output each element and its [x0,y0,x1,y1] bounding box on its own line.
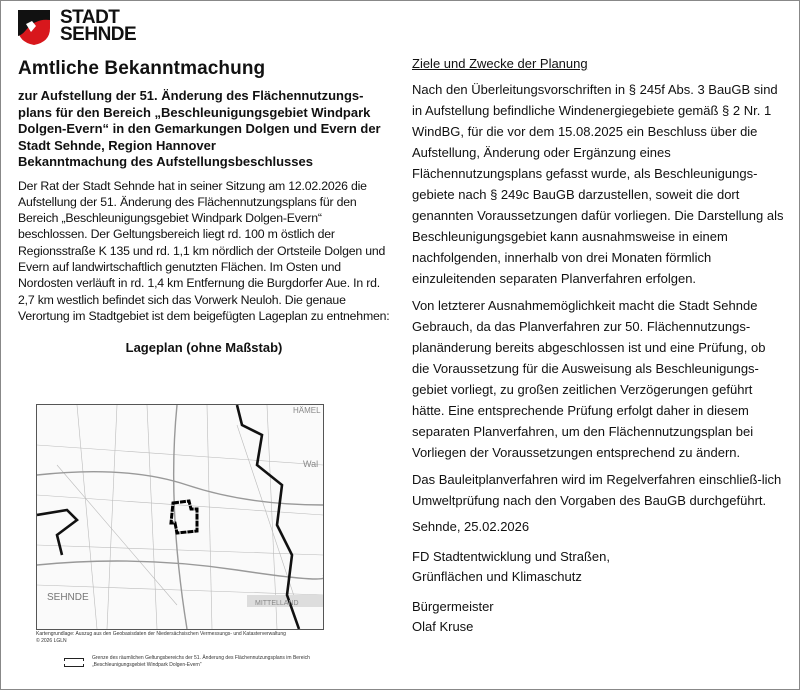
map-source-caption [36,631,336,645]
signatory-name: Olaf Kruse [412,619,474,634]
logo-line-1: STADT [60,7,120,28]
department-line-1: FD Stadtentwicklung und Straßen, [412,549,610,564]
site-map [36,404,324,630]
map-copyright [36,638,336,645]
map-label-sehnde: SEHNDE [47,592,89,603]
boundary-legend-icon [64,658,84,667]
page-title: Amtliche Bekanntmachung [18,58,266,79]
issue-date: Sehnde, 25.02.2026 [412,519,530,534]
paragraph-1: Nach den Überleitungsvorschriften in § 245f Abs. 3 BauGB sind in Aufstellung befindliche Windenergiegebiete gemäß § 2 Nr. 1 WindBG, für die vor dem 15.08.2025 ein Beschluss über die Aufstellung, Änderung oder Ergänzung eines Flächennutzungsplans gefasst wurde, als Beschleunigungs-gebiete nach § 249c BauGB darzustellen, soweit die dort genannten Voraussetzungen dafür vorliegen. Die Darstellung als Beschleunigungsgebiet kann ausnahmsweise in einem nachfolgenden, innerhalb von drei Monaten förmlich einzuleitenden separaten Planverfahren erfolgen. [412,82,784,286]
city-crest-icon [16,8,52,46]
right-column [412,56,784,637]
map-label-canal: MITTELLAND [255,600,299,607]
stadt-sehnde-logo [16,8,146,48]
copyright-year: © 2026 [36,638,53,644]
logo-line-2: SEHNDE [60,24,137,45]
left-column [18,58,390,355]
map-label-wald: Wal [303,459,319,469]
lgln-brand: LGLN [53,638,67,644]
logo-wordmark [60,9,136,43]
municipal-boundary-west [37,510,77,555]
signatory-role: Bürgermeister [412,599,494,614]
section-heading: Ziele und Zwecke der Planung [412,56,588,71]
department-line-2: Grünflächen und Klimaschutz [412,569,582,584]
paragraph-3: Das Bauleitplanverfahren wird im Regelverfahren einschließ-lich Umweltprüfung nach den Vorgaben des BauGB durchgeführt. [412,472,782,508]
map-label-hameler: HÄMEL [293,406,321,415]
site-map-drawing [37,405,323,629]
paragraph-2: Von letzterer Ausnahmemöglichkeit macht die Stadt Sehnde Gebrauch, da das Planverfahren zur 50. Flächennutzungs-planänderung bereits abgeschlossen ist und eine Prüfung, ob die Voraussetzung für die Ausweisung als Beschleunigungs-gebiet vorliegt, zu großen zeitlichen Verzögerungen geführt hätte. Eine entsprechende Prüfung erfolgt daher in diesem separaten Planverfahren, um den Flächennutzungsplan bei Vorliegen der Voraussetzungen entsprechend zu ändern. [412,298,766,460]
map-title: Lageplan (ohne Maßstab) [125,340,283,356]
map-source-text: Kartengrundlage: Auszug aus den Geobasisdaten der Niedersächsischen Vermessungs- und Katasterverwaltung [36,631,286,637]
map-legend-text: Grenze des räumlichen Geltungsbereichs der 51. Änderung des Flächennutzungsplans im Bereich „Beschleunigungsgebiet Windpark Dolgen-Evern“ [92,655,310,668]
notice-subtitle: zur Aufstellung der 51. Änderung des Flächennutzungs-plans für den Bereich „Beschleunigungsgebiet Windpark Dolgen-Evern“ in den Gemarkungen Dolgen und Evern der Stadt Sehnde, Region Hannover Bekanntmachung des Aufstellungsbeschlusses [18,88,381,169]
resolution-text: Der Rat der Stadt Sehnde hat in seiner Sitzung am 12.02.2026 die Aufstellung der 51. Änderung des Flächennutzungsplans für den Bereich „Beschleunigungsgebiet Windpark Dolgen-Evern“ beschlossen. Der Geltungsbereich liegt rd. 100 m östlich der Regionsstraße K 135 und rd. 1,1 km nördlich der Ortsteile Dolgen und Evern auf landwirtschaftlich genutzten Flächen. Im Osten und Nordosten verläuft in rd. 1,4 km Entfernung die Burgdorfer Aue. In rd. 2,7 km westlich befindet sich das Vorwerk Neuloh. Die genaue Verortung im Stadtgebiet ist dem beigefügten Lageplan zu entnehmen: [18,178,390,323]
